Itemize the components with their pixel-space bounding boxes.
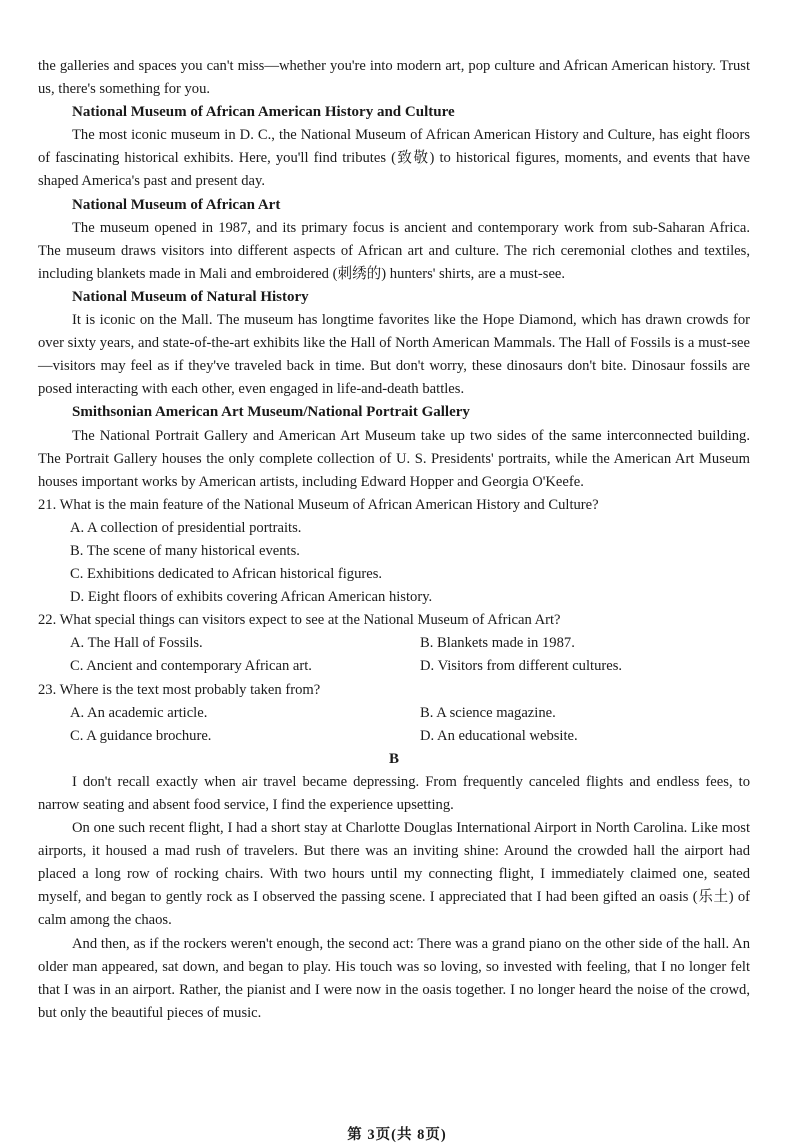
museum-heading: National Museum of Natural History: [72, 288, 309, 305]
museum-heading: National Museum of African Art: [72, 196, 281, 213]
intro-paragraph: the galleries and spaces you can't miss—whether you're into modern art, pop culture and African American history. Trust us, there's something for you.: [38, 58, 750, 98]
passage-paragraph: And then, as if the rockers weren't enough, the second act: There was a grand piano on the other side of the hall. An older man appeared, sat down, and began to play. His touch was so loving, so invested with feeling, that I no longer felt that I was in an airport. Rather, the pianist and I were now in the oasis together. I no longer heard the noise of the crowd, but only the beautiful pieces of music.: [38, 935, 750, 1021]
option-list: [38, 517, 750, 609]
option-c: C. Exhibitions dedicated to African historical figures.: [70, 566, 383, 583]
option-c: C. Ancient and contemporary African art.: [70, 658, 312, 675]
option-a: A. A collection of presidential portraits.: [70, 519, 302, 536]
option-list: [38, 702, 750, 748]
museum-heading: National Museum of African American History and Culture: [72, 104, 455, 121]
question-text: 23. Where is the text most probably taken from?: [38, 681, 321, 698]
question-21: [38, 494, 750, 609]
option-a: A. The Hall of Fossils.: [70, 635, 203, 652]
museum-description: The National Portrait Gallery and American Art Museum take up two sides of the same interconnected building. The Portrait Gallery houses the only complete collection of U. S. Presidents' portraits, while the American Art Museum houses important works by American artists, including Edward Hopper and Georgia O'Keefe.: [38, 427, 750, 490]
option-d: D. Eight floors of exhibits covering African American history.: [70, 589, 433, 606]
passage-paragraph: On one such recent flight, I had a short stay at Charlotte Douglas International Airport in North Carolina. Like most airports, it housed a mad rush of travelers. But there was an inviting shine: Around the crowded hall the airport had placed a long row of rocking chairs. With two hours until my connecting flight, I immediately claimed one, seated myself, and began to gently rock as I observed the passing scene. I appreciated that I had been gifted an oasis (乐土) of calm among the chaos.: [38, 820, 750, 929]
option-d: D. Visitors from different cultures.: [420, 658, 623, 675]
page-number: 第 3页(共 8页): [347, 1127, 447, 1143]
option-b: B. The scene of many historical events.: [70, 542, 300, 559]
option-b: B. A science magazine.: [420, 704, 556, 721]
option-list: [38, 632, 750, 678]
passage-paragraph: I don't recall exactly when air travel became depressing. From frequently canceled flights and endless fees, to narrow seating and absent food service, I find the experience upsetting.: [38, 773, 750, 813]
option-d: D. An educational website.: [420, 727, 578, 744]
question-22: [38, 609, 750, 678]
museum-description: It is iconic on the Mall. The museum has longtime favorites like the Hope Diamond, which has drawn crowds for over sixty years, and state-of-the-art exhibits like the Hall of North American Mammals. The Hall of Fossils is a must-see—visitors may feel as if they've traveled back in time. But don't worry, these dinosaurs don't bite. Dinosaur fossils are posed interacting with each other, even engaged in life-and-death battles.: [38, 312, 750, 398]
museum-description: The most iconic museum in D. C., the National Museum of African American History and Culture, has eight floors of fascinating historical exhibits. Here, you'll find tributes (致敬) to historical figures, moments, and events that have shaped America's past and present day.: [38, 127, 750, 190]
option-a: A. An academic article.: [70, 704, 208, 721]
museum-heading: Smithsonian American Art Museum/National Portrait Gallery: [72, 404, 470, 421]
option-c: C. A guidance brochure.: [70, 727, 212, 744]
museum-description: The museum opened in 1987, and its primary focus is ancient and contemporary work from sub-Saharan Africa. The museum draws visitors into different aspects of African art and culture. The rich ceremonial clothes and textiles, including blankets made in Mali and embroidered (刺绣的) hunters' shirts, are a must-see.: [38, 219, 750, 282]
passage-b: [38, 771, 750, 1025]
question-23: [38, 679, 750, 748]
question-text: 21. What is the main feature of the National Museum of African American History and Culture?: [38, 496, 599, 513]
option-b: B. Blankets made in 1987.: [420, 635, 575, 652]
section-b-label: B: [388, 750, 399, 767]
museum-section: [38, 101, 750, 494]
question-text: 22. What special things can visitors expect to see at the National Museum of African Art?: [38, 612, 561, 629]
